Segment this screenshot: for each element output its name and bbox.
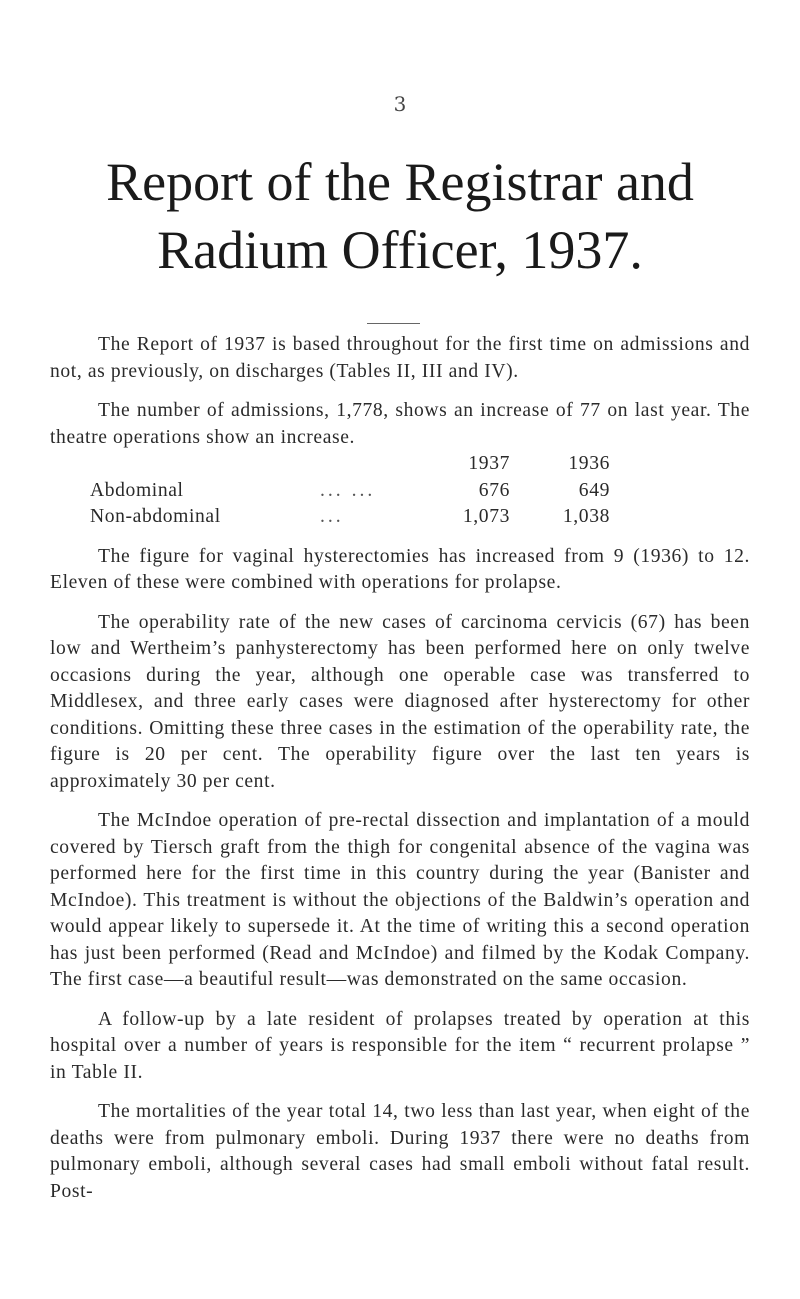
paragraph-mcindoe-operation: The McIndoe operation of pre-rectal dissection and implantation of a mould covered by Tiersch graft from the thigh for congenital absence of the vagina was performed here for the first time in this country during the year (Banister and McIndoe). This treatment is without the objections of the Baldwin’s operation and would appear likely to supersede it. At the time of writing this a second operation has just been performed (Read and McIndoe) and filmed by the Kodak Company. The first case—a beautiful result—was demonstrated on the same occasion. — [50, 810, 750, 990]
title-line-1: Report of the Registrar and — [106, 152, 694, 212]
table-row — [90, 504, 610, 531]
operations-table — [90, 451, 610, 531]
report-body — [50, 332, 750, 1205]
non-abdominal-1936: 1,038 — [562, 506, 610, 527]
paragraph-basis: The Report of 1937 is based throughout for the first time on admissions and not, as previously, on discharges (Tables II, III and IV). — [50, 334, 750, 382]
page-title — [0, 148, 800, 284]
abdominal-1936: 649 — [578, 479, 610, 501]
leader-dots: ... — [320, 506, 344, 527]
paragraph-admissions: The number of admissions, 1,778, shows an increase of 77 on last year. The theatre operations show an increase. — [50, 400, 750, 448]
paragraph-vaginal-hysterectomies: The figure for vaginal hysterectomies has increased from 9 (1936) to 12. Eleven of these were combined with operations for prolapse. — [50, 545, 750, 593]
column-header-1937: 1937 — [468, 453, 510, 474]
column-header-1936: 1936 — [568, 453, 610, 474]
paragraph-mortalities: The mortalities of the year total 14, two less than last year, when eight of the deaths were from pulmonary emboli. During 1937 there were no deaths from pulmonary emboli, although several cases had small emboli without fatal result. Post- — [50, 1101, 750, 1202]
non-abdominal-1937: 1,073 — [462, 506, 510, 527]
title-divider — [367, 323, 420, 324]
operations-table-header — [90, 451, 610, 478]
table-row — [90, 478, 610, 505]
row-label-abdominal: Abdominal — [90, 479, 184, 501]
title-line-2: Radium Officer, 1937. — [157, 220, 643, 280]
page-number: 3 — [393, 92, 407, 116]
row-label-non-abdominal: Non-abdominal — [90, 506, 221, 527]
leader-dots: ... ... — [320, 479, 376, 501]
paragraph-operability: The operability rate of the new cases of carcinoma cervicis (67) has been low and Wertheim’s panhysterectomy has been performed here on only twelve occasions during the year, although one operable case was transferred to Middlesex, and three early cases were diagnosed after hysterectomy for other conditions. Omitting these three cases in the estimation of the operability rate, the figure is 20 per cent. The operability figure over the last ten years is approximately 30 per cent. — [50, 611, 750, 792]
abdominal-1937: 676 — [478, 479, 510, 501]
paragraph-follow-up: A follow-up by a late resident of prolapses treated by operation at this hospital over a number of years is responsible for the item “ recurrent prolapse ” in Table II. — [50, 1008, 750, 1083]
